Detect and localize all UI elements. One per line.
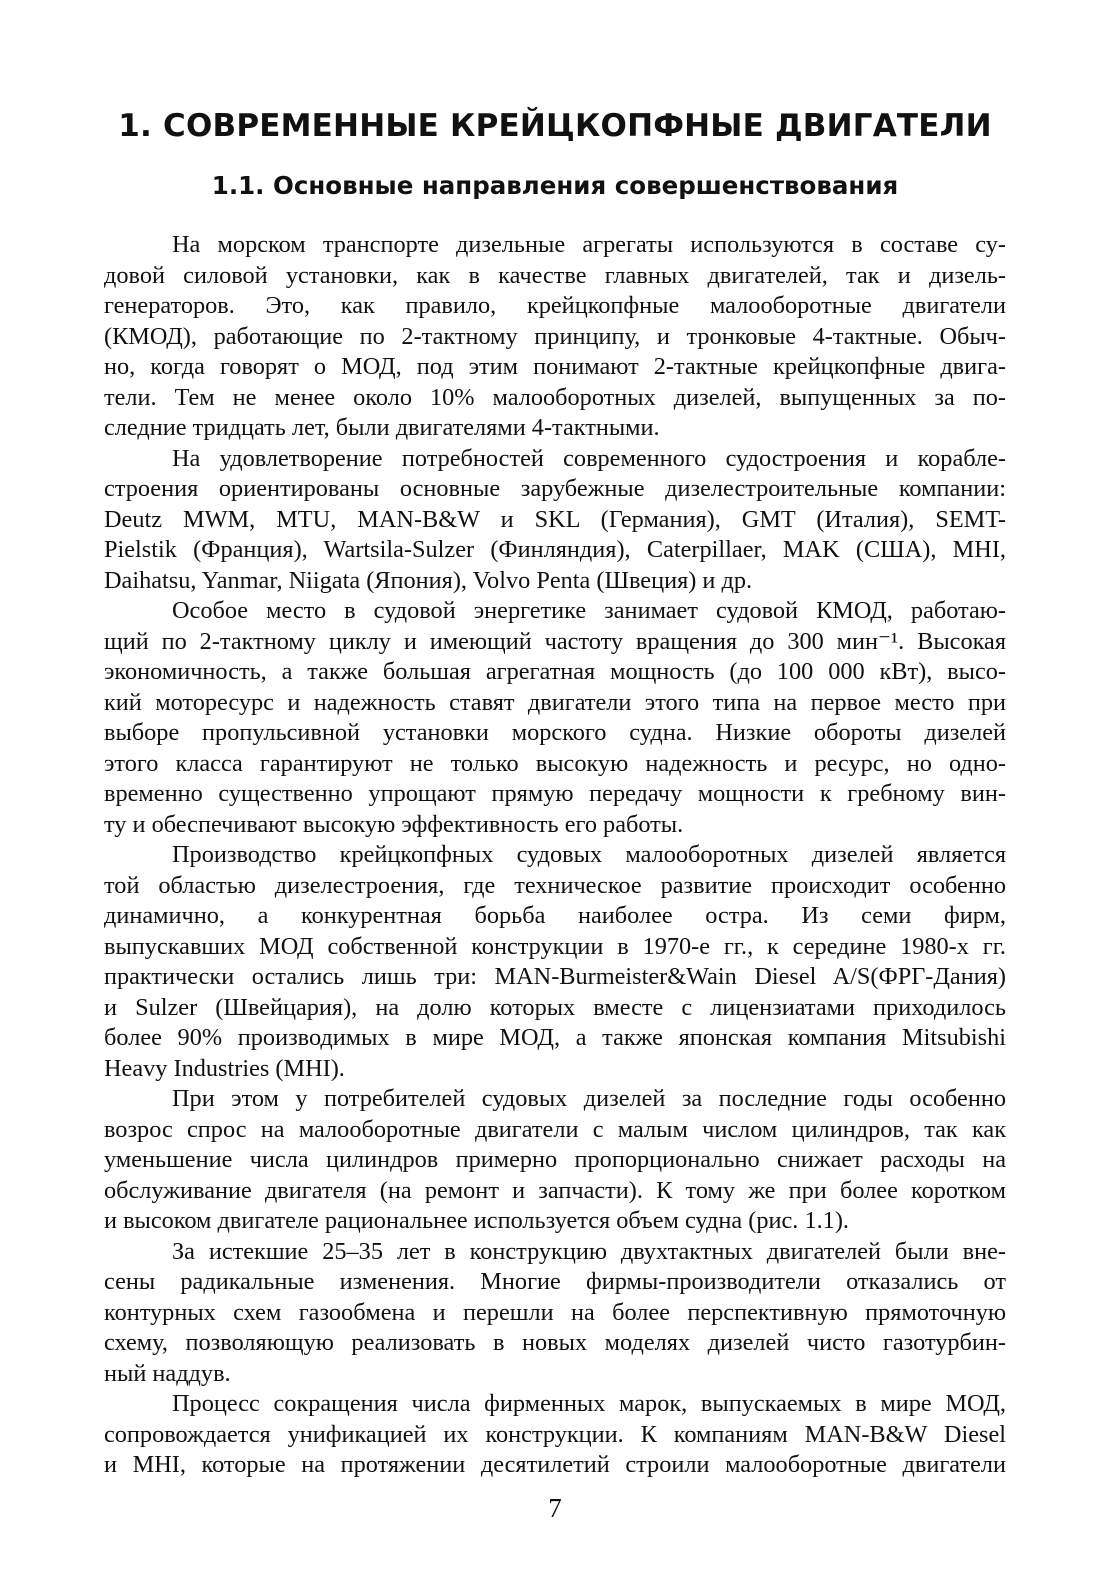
paragraph <box>104 1389 1006 1481</box>
text-line: кий моторесурс и надежность ставят двигатели этого типа на первое место при <box>104 688 1006 716</box>
text-line: ту и обеспечивают высокую эффективность его работы. <box>104 810 684 838</box>
paragraph <box>104 444 1006 597</box>
paragraph <box>104 840 1006 1084</box>
text-line: щий по 2-тактному циклу и имеющий частоту вращения до 300 мин⁻¹. Высокая <box>104 627 1006 655</box>
text-line: сены радикальные изменения. Многие фирмы-производители отказались от <box>104 1268 1006 1295</box>
text-line: той областью дизелестроения, где техническое развитие происходит особенно <box>104 871 1006 899</box>
text-line: Daihatsu, Yanmar, Niigata (Япония), Volvo Penta (Швеция) и др. <box>104 566 753 594</box>
text-line: генераторов. Это, как правило, крейцкопфные малооборотные двигатели <box>104 292 1006 319</box>
text-line: практически остались лишь три: MAN-Burmeister&Wain Diesel A/S(ФРГ-Дания) <box>104 963 1006 990</box>
text-line: Процесс сокращения числа фирменных марок, выпускаемых в мире МОД, <box>172 1390 1006 1417</box>
text-line: Deutz MWM, MTU, MAN-B&W и SKL (Германия), GMT (Италия), SEMT- <box>104 505 1006 533</box>
book-page <box>104 0 1006 1582</box>
text-line: Heavy Industries (MHI). <box>104 1054 345 1082</box>
paragraph <box>104 1084 1006 1237</box>
text-line: выборе пропульсивной установки морского судна. Низкие обороты дизелей <box>104 719 1006 746</box>
text-line: На морском транспорте дизельные агрегаты используются в составе су- <box>172 231 1006 258</box>
chapter-title: 1. СОВРЕМЕННЫЕ КРЕЙЦКОПФНЫЕ ДВИГАТЕЛИ <box>118 108 992 144</box>
text-line: Производство крейцкопфных судовых малооборотных дизелей является <box>172 841 1006 868</box>
text-line: довой силовой установки, как в качестве главных двигателей, так и дизель- <box>104 261 1006 289</box>
text-line: временно существенно упрощают прямую передачу мощности к гребному вин- <box>104 780 1006 807</box>
text-line: обслуживание двигателя (на ремонт и запчасти). К тому же при более коротком <box>104 1176 1006 1204</box>
text-line: и MHI, которые на протяжении десятилетий строили малооборотные двигатели <box>104 1451 1006 1478</box>
text-line: Особое место в судовой энергетике занимает судовой КМОД, работаю- <box>172 597 1006 624</box>
text-line: и Sulzer (Швейцария), на долю которых вместе с лицензиатами приходилось <box>104 993 1006 1021</box>
text-line: и высоком двигателе рациональнее используется объем судна (рис. 1.1). <box>104 1207 849 1234</box>
text-line: (КМОД), работающие по 2-тактному принципу, и тронковые 4-тактные. Обыч- <box>104 322 1006 350</box>
text-line: уменьшение числа цилиндров примерно пропорционально снижает расходы на <box>104 1146 1006 1173</box>
text-line: следние тридцать лет, были двигателями 4-тактными. <box>104 414 660 441</box>
page-number: 7 <box>548 1493 562 1523</box>
text-line: возрос спрос на малооборотные двигатели с малым числом цилиндров, так как <box>104 1115 1006 1143</box>
body-text <box>104 230 1006 1481</box>
text-line: выпускавших МОД собственной конструкции в 1970-е гг., к середине 1980-х гг. <box>104 932 1006 960</box>
text-line: динамично, а конкурентная борьба наиболее остра. Из семи фирм, <box>104 902 1006 929</box>
text-line: За истекшие 25–35 лет в конструкцию двухтактных двигателей были вне- <box>172 1237 1006 1265</box>
paragraph <box>104 1237 1006 1390</box>
text-line: тели. Тем не менее около 10% малооборотных дизелей, выпущенных за по- <box>104 383 1006 411</box>
text-line: более 90% производимых в мире МОД, а также японская компания Mitsubishi <box>104 1024 1006 1051</box>
section-title: 1.1. Основные направления совершенствования <box>211 171 899 200</box>
paragraph <box>104 596 1006 840</box>
text-line: ный наддув. <box>104 1359 231 1387</box>
text-line: При этом у потребителей судовых дизелей за последние годы особенно <box>172 1085 1006 1112</box>
text-line: сопровождается унификацией их конструкции. К компаниям MAN-B&W Diesel <box>104 1420 1006 1448</box>
paragraph <box>104 230 1006 444</box>
text-line: но, когда говорят о МОД, под этим понимают 2-тактные крейцкопфные двига- <box>104 353 1006 380</box>
text-line: строения ориентированы основные зарубежные дизелестроительные компании: <box>104 475 1006 502</box>
text-line: контурных схем газообмена и перешли на более перспективную прямоточную <box>104 1298 1006 1326</box>
text-line: этого класса гарантируют не только высокую надежность и ресурс, но одно- <box>104 749 1006 777</box>
text-line: схему, позволяющую реализовать в новых моделях дизелей чисто газотурбин- <box>104 1329 1006 1356</box>
text-line: Pielstik (Франция), Wartsila-Sulzer (Финляндия), Caterpillaer, MAK (США), MHI, <box>104 536 1006 563</box>
text-line: На удовлетворение потребностей современного судостроения и корабле- <box>172 444 1006 472</box>
text-line: экономичность, а также большая агрегатная мощность (до 100 000 кВт), высо- <box>104 658 1006 685</box>
